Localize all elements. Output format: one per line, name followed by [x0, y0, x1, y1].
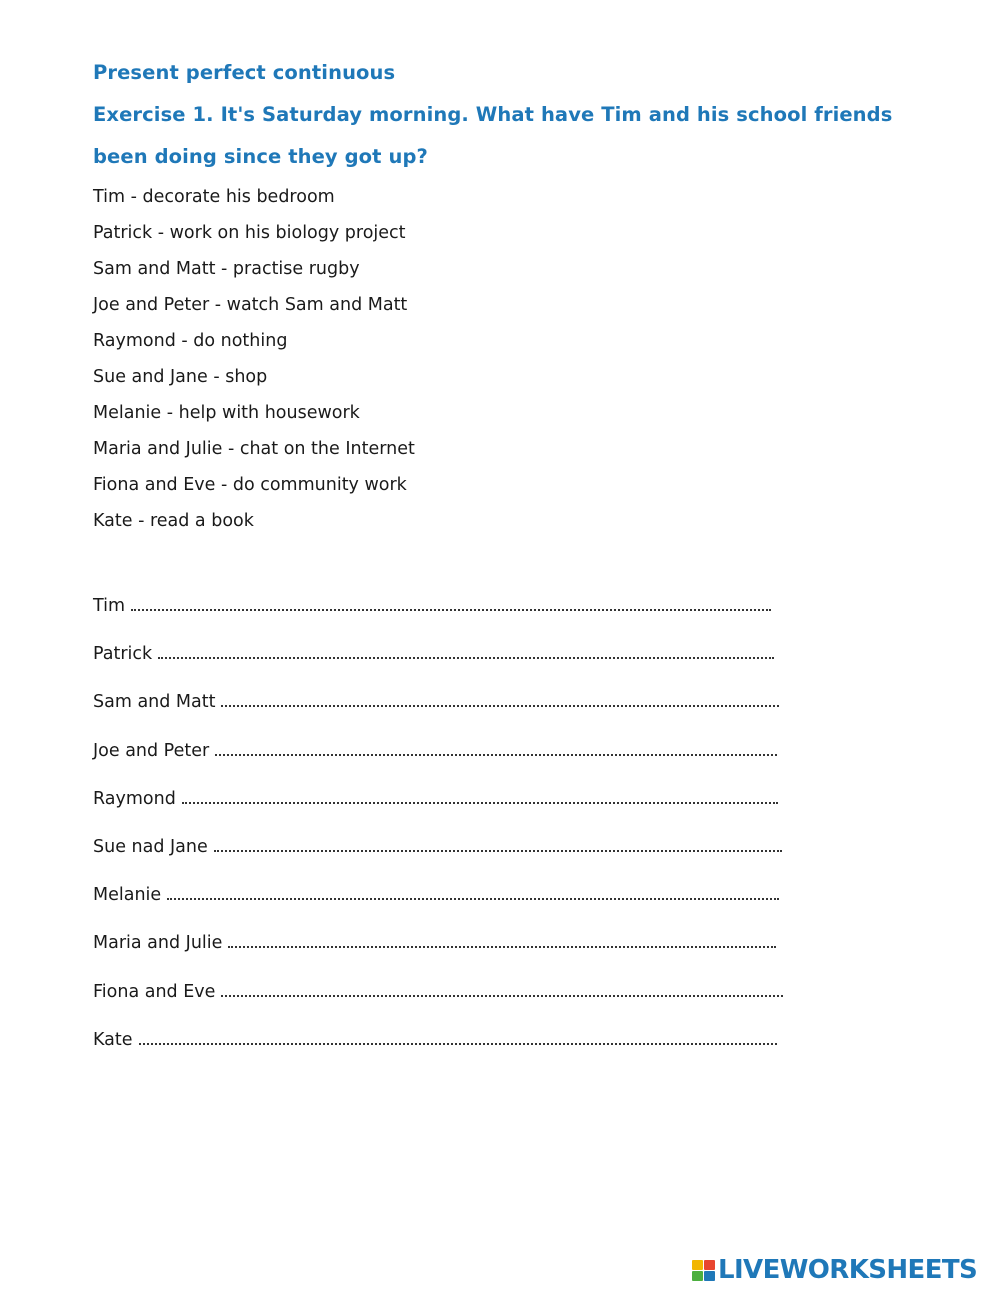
logo-text: LIVEWORKSHEETS — [718, 1255, 978, 1285]
answer-field[interactable] — [167, 895, 779, 900]
answer-label: Maria and Julie — [93, 933, 223, 954]
answer-field[interactable] — [215, 751, 777, 756]
prompt-item: Sam and Matt - practise rugby — [93, 259, 360, 279]
answer-list — [93, 592, 783, 1074]
answer-label: Melanie — [93, 885, 162, 906]
answer-field[interactable] — [182, 799, 778, 804]
answer-field[interactable] — [131, 606, 771, 611]
answer-row — [93, 929, 783, 977]
page-title: Present perfect continuous — [93, 61, 396, 84]
answer-row — [93, 978, 783, 1026]
answer-row — [93, 592, 783, 640]
answer-row — [93, 1026, 783, 1074]
answer-field[interactable] — [221, 702, 779, 707]
answer-field[interactable] — [221, 992, 783, 997]
answer-label: Joe and Peter — [93, 740, 210, 761]
prompt-item: Joe and Peter - watch Sam and Matt — [93, 295, 408, 315]
answer-row — [93, 737, 783, 785]
liveworksheets-logo — [692, 1254, 977, 1286]
exercise-instruction-line-1: Exercise 1. It's Saturday morning. What have Tim and his school friends — [93, 103, 893, 126]
answer-row — [93, 688, 783, 736]
prompt-list — [93, 184, 415, 544]
answer-label: Raymond — [93, 788, 176, 809]
answer-label: Kate — [93, 1029, 133, 1050]
answer-row — [93, 881, 783, 929]
answer-field[interactable] — [139, 1040, 777, 1045]
answer-row — [93, 785, 783, 833]
prompt-item: Patrick - work on his biology project — [93, 223, 406, 243]
prompt-item: Melanie - help with housework — [93, 403, 360, 423]
prompt-item: Tim - decorate his bedroom — [93, 187, 335, 207]
prompt-item: Fiona and Eve - do community work — [93, 475, 407, 495]
answer-field[interactable] — [228, 943, 776, 948]
prompt-item: Maria and Julie - chat on the Internet — [93, 439, 415, 459]
logo-blocks-icon — [692, 1260, 715, 1281]
answer-label: Sam and Matt — [93, 692, 216, 713]
answer-row — [93, 833, 783, 881]
prompt-item: Kate - read a book — [93, 511, 254, 531]
answer-label: Fiona and Eve — [93, 981, 216, 1002]
prompt-item: Sue and Jane - shop — [93, 367, 268, 387]
answer-row — [93, 640, 783, 688]
answer-field[interactable] — [214, 847, 782, 852]
answer-label: Patrick — [93, 644, 153, 665]
answer-label: Tim — [93, 596, 126, 616]
prompt-item: Raymond - do nothing — [93, 331, 288, 351]
exercise-instruction-line-2: been doing since they got up? — [93, 145, 428, 168]
answer-label: Sue nad Jane — [93, 836, 208, 857]
answer-field[interactable] — [158, 654, 774, 659]
